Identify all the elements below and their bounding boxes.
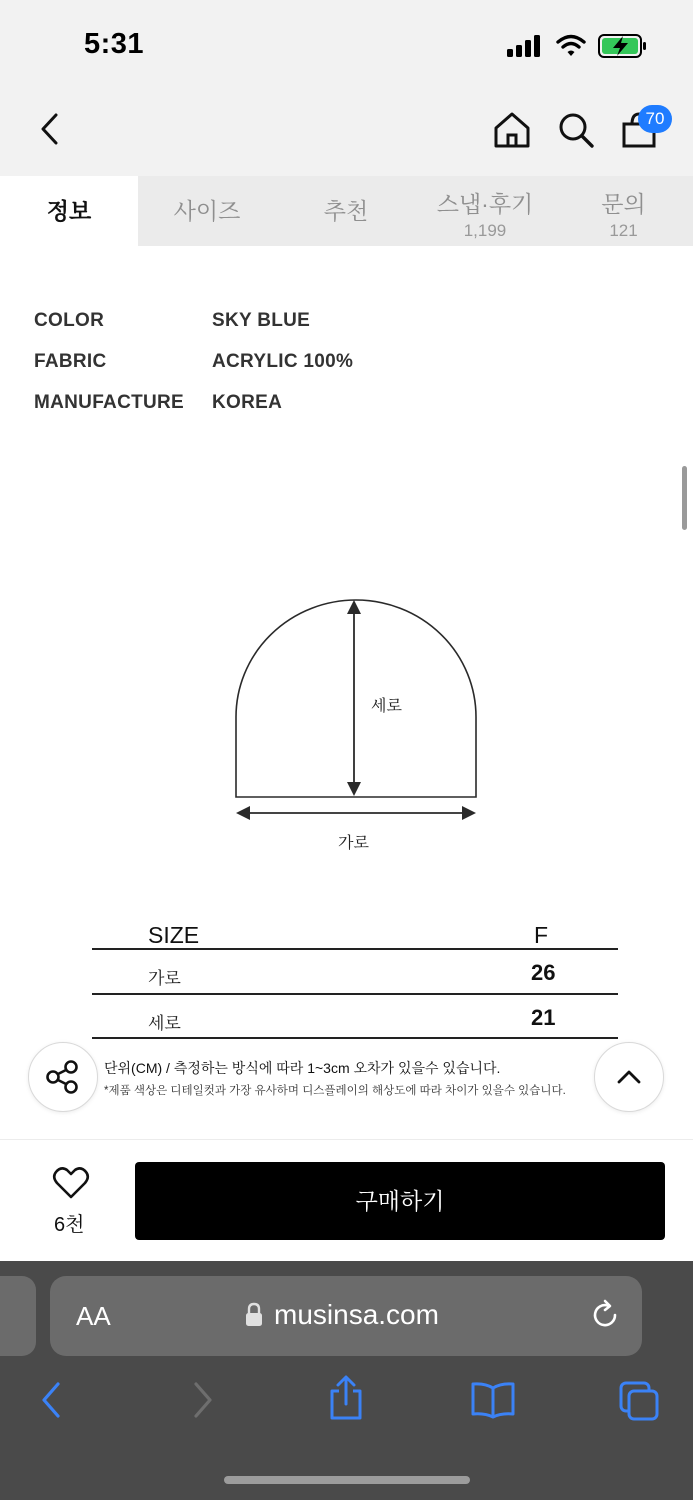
size-table-header-size: SIZE: [148, 922, 200, 948]
tab-size[interactable]: [138, 176, 276, 246]
like-count: 6천: [54, 1214, 85, 1236]
status-time: 5:31: [84, 28, 145, 60]
color-disclaimer: *제품 색상은 디테일컷과 가장 유사하며 디스플레이의 해상도에 따라 차이가 있을수 있습니다.: [104, 1085, 566, 1097]
heart-icon[interactable]: [52, 1166, 90, 1200]
info-color-label: COLOR: [34, 310, 105, 331]
browser-back-icon[interactable]: [36, 1380, 68, 1420]
size-row-width-name: 가로: [148, 969, 181, 988]
tab-info-label: 정보: [46, 198, 92, 224]
info-color-value: SKY BLUE: [212, 310, 311, 331]
tab-inquiry-label: 문의: [601, 191, 646, 217]
bookmarks-icon[interactable]: [470, 1380, 516, 1420]
browser-forward-icon[interactable]: [186, 1380, 218, 1420]
scroll-to-top-button[interactable]: [594, 1042, 664, 1112]
url-domain: musinsa.com: [274, 1299, 439, 1330]
size-table-header-f: F: [534, 922, 549, 948]
lock-icon: [244, 1302, 264, 1328]
diagram-height-label: 세로: [371, 698, 402, 715]
bottom-bar-separator: [0, 1139, 693, 1140]
cart-count-badge: 70: [638, 105, 672, 133]
tab-recommend[interactable]: [276, 176, 416, 246]
size-table-divider: [92, 1037, 618, 1039]
tab-inquiry-count: 121: [609, 221, 638, 240]
tab-reviews[interactable]: [416, 176, 554, 246]
tab-inquiry[interactable]: [554, 176, 693, 246]
beanie-size-diagram: [228, 594, 484, 826]
diagram-width-label: 가로: [338, 835, 369, 852]
chevron-up-icon: [595, 1043, 663, 1111]
back-chevron-icon[interactable]: [36, 112, 64, 146]
measurement-note: 단위(CM) / 측정하는 방식에 따라 1~3cm 오차가 있을수 있습니다.: [104, 1060, 501, 1076]
info-fabric-label: FABRIC: [34, 351, 107, 372]
product-tabs: [0, 176, 693, 246]
wifi-icon: [556, 33, 586, 57]
reload-icon[interactable]: [588, 1298, 622, 1332]
info-manufacture-value: KOREA: [212, 392, 283, 413]
size-row-height-value: 21: [531, 1005, 556, 1030]
home-indicator: [224, 1476, 470, 1484]
home-icon[interactable]: [492, 110, 532, 150]
size-table-divider: [92, 948, 618, 950]
previous-tab-preview[interactable]: [0, 1276, 36, 1356]
tab-recommend-label: 추천: [323, 198, 369, 224]
battery-charging-icon: [598, 33, 648, 59]
reader-aa-button[interactable]: AA: [76, 1301, 111, 1331]
cellular-signal-icon: [507, 34, 543, 58]
share-icon: [29, 1043, 97, 1111]
size-row-width-value: 26: [531, 960, 556, 985]
size-row-height-name: 세로: [148, 1014, 181, 1033]
info-fabric-value: ACRYLIC 100%: [212, 351, 354, 372]
page-scrollbar[interactable]: [682, 466, 687, 530]
size-table-divider: [92, 993, 618, 995]
tab-info[interactable]: [0, 176, 138, 246]
info-manufacture-label: MANUFACTURE: [34, 392, 185, 413]
tabs-icon[interactable]: [618, 1380, 662, 1422]
share-sheet-icon[interactable]: [326, 1374, 366, 1422]
share-button[interactable]: [28, 1042, 98, 1112]
tab-reviews-label: 스냅·후기: [436, 191, 534, 217]
search-icon[interactable]: [556, 110, 596, 150]
tab-size-label: 사이즈: [173, 198, 241, 224]
buy-button[interactable]: 구매하기: [135, 1162, 665, 1240]
tab-reviews-count: 1,199: [463, 221, 507, 240]
